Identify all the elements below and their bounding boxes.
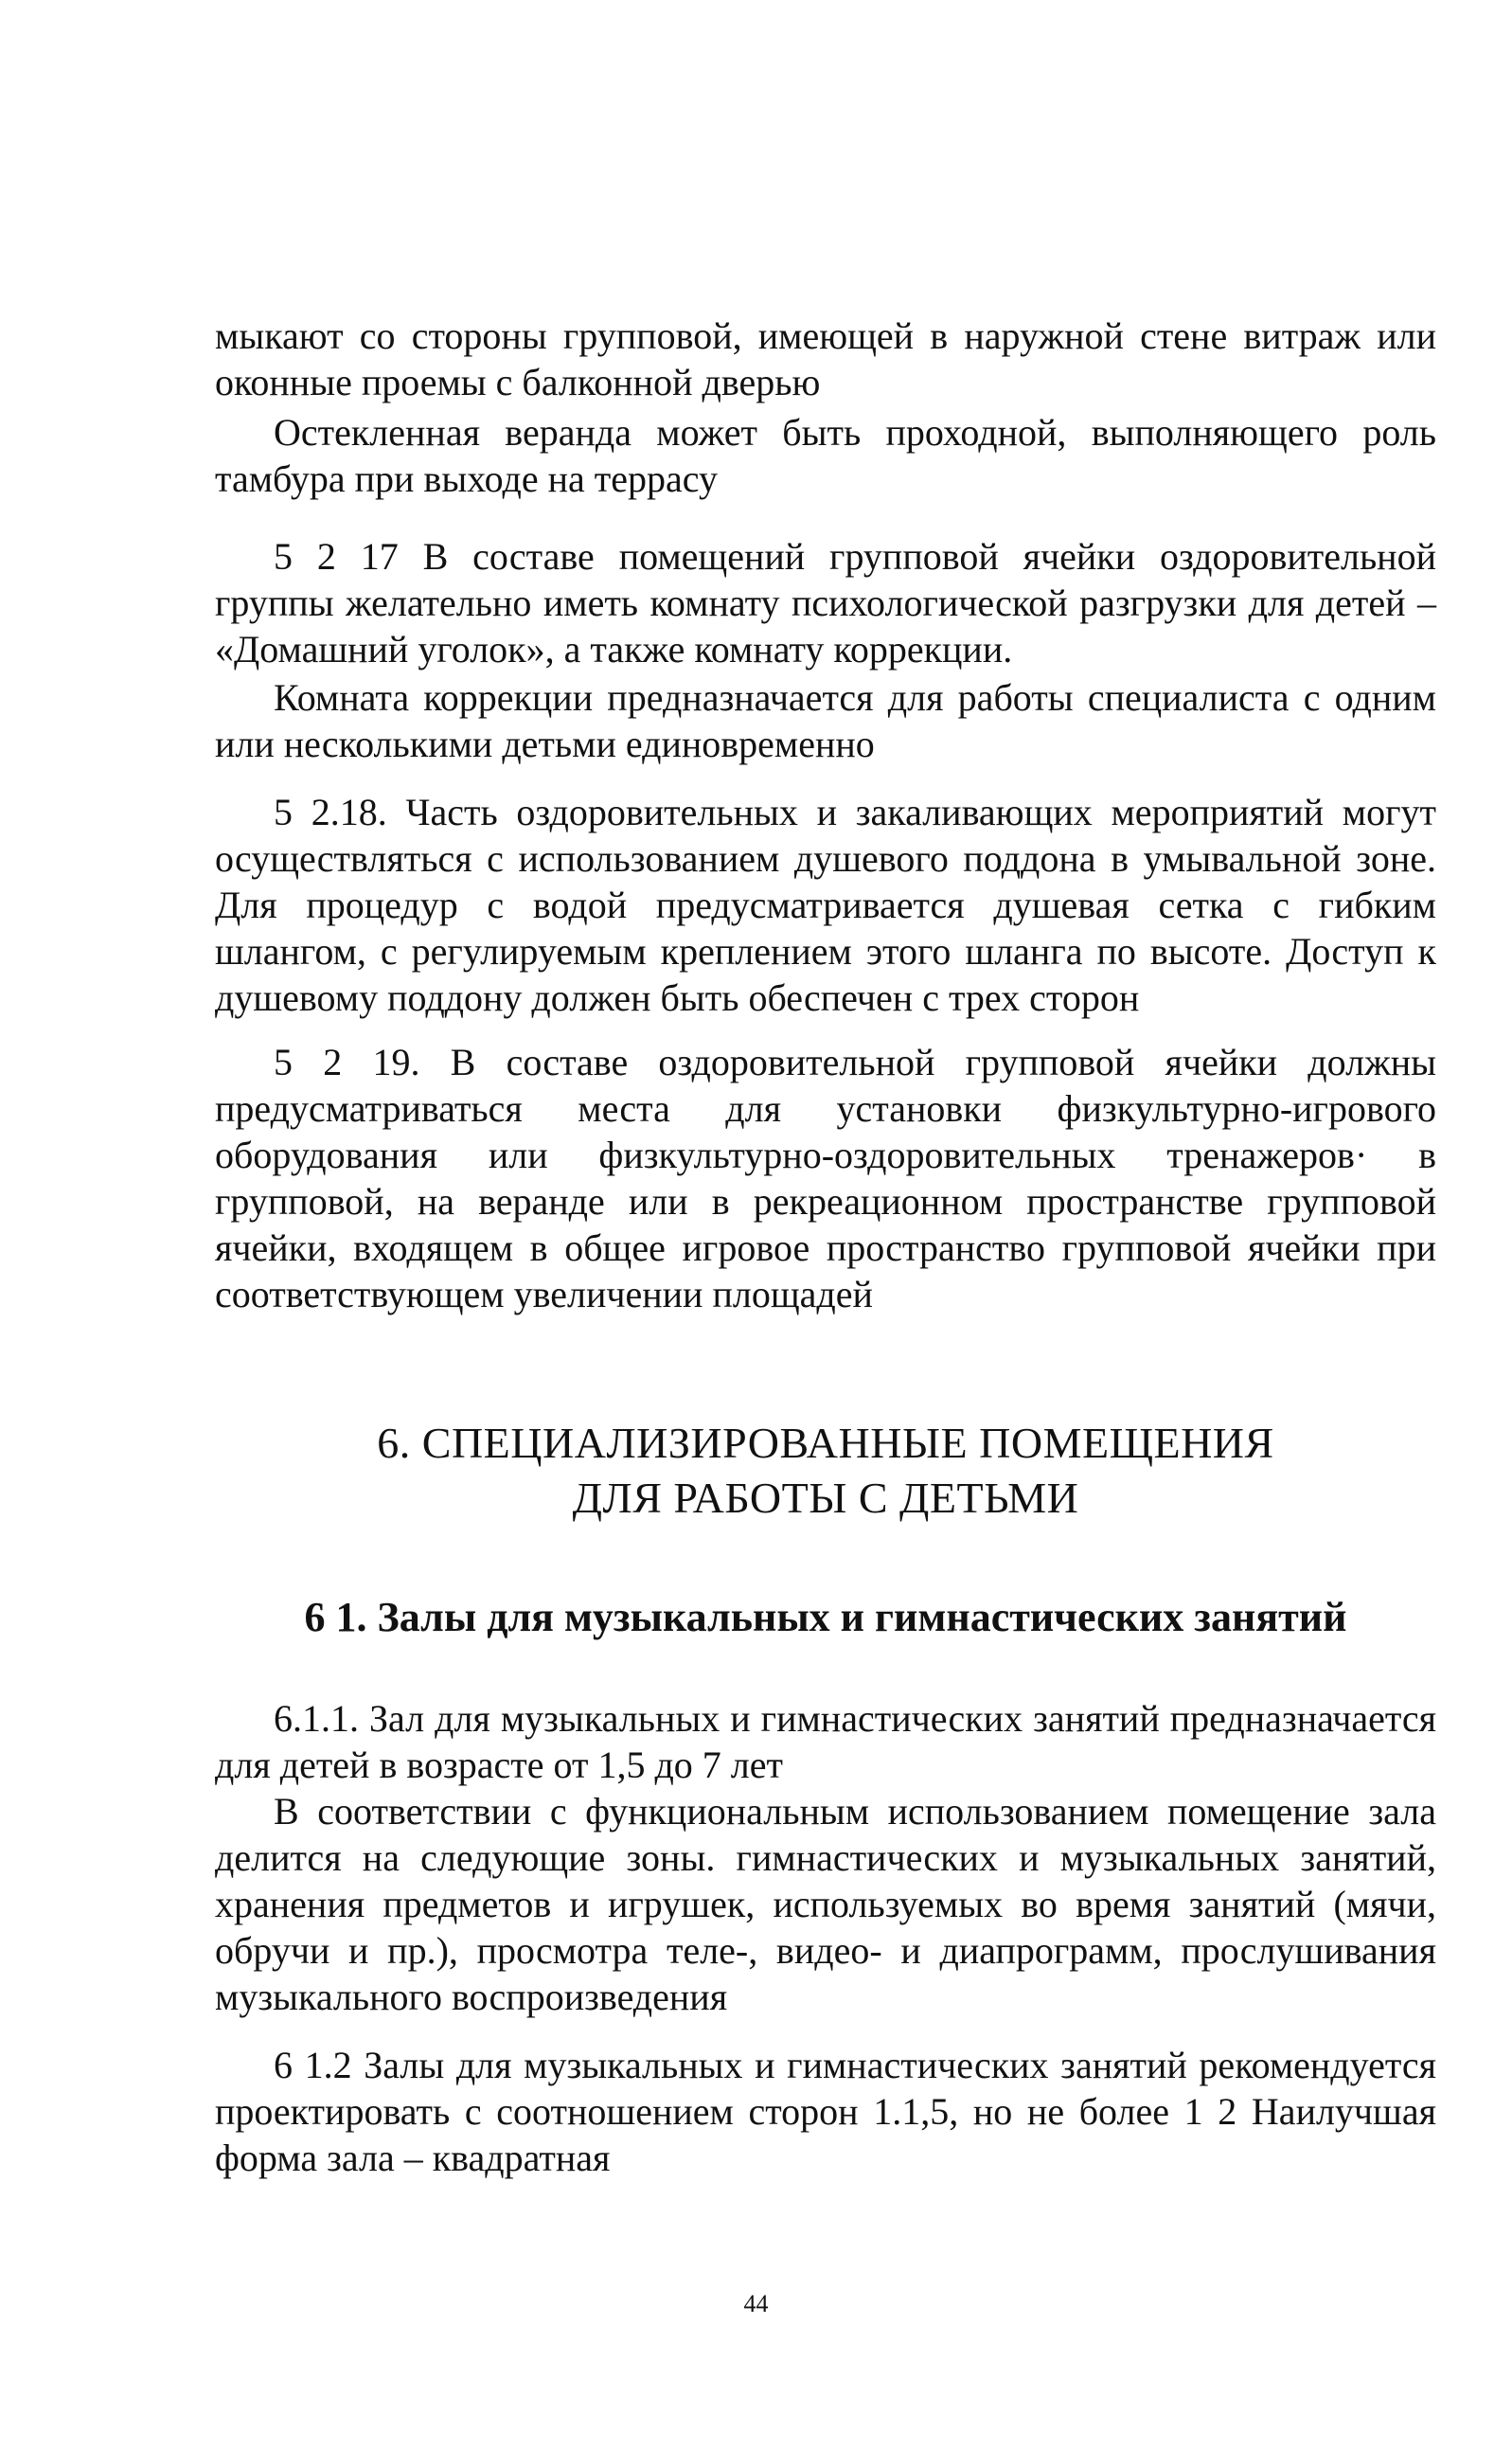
paragraph-5-2-17: 5 2 17 В составе помещений групповой ячейки оздоровительной группы желательно иметь комнату психологической разгрузки для детей – «Домашний уголок», а также комнату коррекции. [215, 535, 1436, 671]
paragraph-5-2-19: 5 2 19. В составе оздоровительной групповой ячейки должны предусматриваться места для установки физкультурно-игрового оборудования или физкультурно-оздоровительных тренажеров· в групповой, на веранде или в рекреационном пространстве групповой ячейки, входящем в общее игровое пространство групповой ячейки при соответствующем увеличении площадей [215, 1041, 1436, 1315]
paragraph-continuation: мыкают со стороны групповой, имеющей в наружной стене витраж или оконные проемы с балконной дверью [215, 314, 1436, 403]
section-title-line-1: 6. СПЕЦИАЛИЗИРОВАННЫЕ ПОМЕЩЕНИЯ [377, 1419, 1274, 1467]
paragraph-6-1-1: 6.1.1. Зал для музыкальных и гимнастических занятий предназначается для детей в возрасте от 1,5 до 7 лет [215, 1697, 1436, 1786]
section-title-line-2: ДЛЯ РАБОТЫ С ДЕТЬМИ [572, 1474, 1079, 1522]
paragraph-veranda: Остекленная веранда может быть проходной, выполняющего роль тамбура при выходе на террасу [215, 411, 1436, 500]
paragraph-correction-room: Комната коррекции предназначается для работы специалиста с одним или несколькими детьми единовременно [215, 676, 1436, 765]
paragraph-zones: В соответствии с функциональным использованием помещение зала делится на следующие зоны. гимнастических и музыкальных занятий, хранения предметов и игрушек, используемых во время занятий (мячи, обручи и пр.), просмотра теле-, видео- и диапрограмм, прослушивания музыкального воспроизведения [215, 1790, 1436, 2018]
paragraph-5-2-18: 5 2.18. Часть оздоровительных и закаливающих мероприятий могут осуществляться с использованием душевого поддона в умывальной зоне. Для процедур с водой предусматривается душевая сетка с гибким шлангом, с регулируемым креплением этого шланга по высоте. Доступ к душевому поддону должен быть обеспечен с трех сторон [215, 791, 1436, 1019]
page-number: 44 [743, 2290, 769, 2317]
paragraph-6-1-2: 6 1.2 Залы для музыкальных и гимнастических занятий рекомендуется проектировать с соотношением сторон 1.1,5, но не более 1 2 Наилучшая форма зала – квадратная [215, 2044, 1436, 2179]
subsection-title: 6 1. Залы для музыкальных и гимнастических занятий [304, 1594, 1347, 1640]
